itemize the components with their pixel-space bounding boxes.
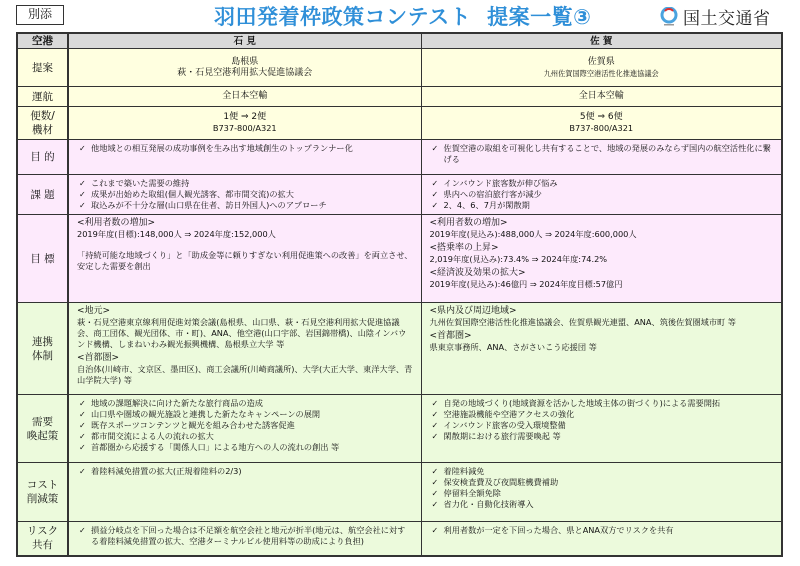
partner-heading: <首都圏> (77, 353, 120, 363)
goal-section (430, 218, 774, 240)
cost-saga (421, 463, 782, 522)
goal-heading: <利用者数の増加> (429, 218, 508, 228)
goals-iwami (68, 215, 421, 303)
proposal-iwami (68, 49, 421, 87)
check-item: ✓ 停留料全額免除 (430, 488, 774, 499)
label-line: 機材 (32, 124, 53, 136)
check-item: ✓ 省力化・自動化技術導入 (430, 499, 774, 510)
operation-iwami: 全日本空輸 (68, 87, 421, 107)
check-item: ✓ 着陸料減免措置の拡大(正規着陸料の2/3) (77, 466, 413, 477)
row-label-operation: 運航 (17, 87, 68, 107)
row-proposal (17, 49, 782, 87)
proposer-council: 九州佐賀国際空港活性化推進協議会 (543, 68, 659, 78)
risk-iwami (68, 522, 421, 556)
label-line: 便数/ (30, 110, 55, 122)
row-purpose (17, 140, 782, 175)
check-item: ✓ 地域の課題解決に向けた新たな旅行商品の造成 (77, 398, 413, 409)
purpose-saga (421, 140, 782, 175)
row-label-partnership (17, 303, 68, 395)
goal-value: 2019年度(見込み):46億円 ⇒ 2024年度目標:57億円 (429, 279, 623, 289)
column-header-saga: 佐 賀 (421, 33, 782, 49)
goal-section (430, 268, 774, 290)
proposer-council: 萩・石見空港利用拡大促進協議会 (177, 67, 313, 78)
cost-iwami (68, 463, 421, 522)
partner-text: 県東京事務所、ANA、さがさいこう応援団 等 (429, 342, 597, 352)
check-item: ✓ 自発の地域づくり(地域資源を活かした地域主体の街づくり)による需要開拓 (430, 398, 774, 409)
partnership-iwami (68, 303, 421, 395)
row-operation (17, 87, 782, 107)
row-demand (17, 395, 782, 463)
label-line: 需要 (32, 415, 53, 428)
check-item: ✓ 着陸料減免 (430, 466, 774, 477)
row-cost (17, 463, 782, 522)
aircraft-type: B737-800/A321 (569, 123, 634, 133)
title-main: 羽田発着枠政策コンテスト (214, 5, 472, 29)
row-risk (17, 522, 782, 556)
flights-saga (421, 107, 782, 140)
partner-text: 自治体(川崎市、文京区、墨田区)、商工会議所(川崎商議所)、大学(大正大学、東洋大学、青山学院大学) 等 (77, 364, 413, 385)
page-title (214, 1, 591, 31)
flights-iwami (68, 107, 421, 140)
flight-count: 5便 ⇒ 6便 (579, 112, 623, 122)
header-row (17, 33, 782, 49)
check-item: ✓ 利用者数が一定を下回った場合、県とANA双方でリスクを共有 (430, 525, 774, 536)
check-item: ✓ 県内への宿泊旅行客が減少 (430, 189, 774, 200)
check-item: ✓ 佐賀空港の取組を可視化し共有することで、地域の発展のみならず国内の航空活性化に繋げる (430, 143, 774, 165)
check-item: ✓ 他地域との相互発展の成功事例を生み出す地域創生のトップランナー化 (77, 143, 413, 154)
ministry-logo (660, 4, 771, 29)
label-line: 喚起策 (26, 429, 59, 442)
partner-section (430, 331, 774, 353)
partnership-saga (421, 303, 782, 395)
aircraft-type: B737-800/A321 (212, 123, 277, 133)
check-item: ✓ 保安検査費及び夜間駐機費補助 (430, 477, 774, 488)
check-item: ✓ 取込みが不十分な層(山口県在住者、訪日外国人)へのアプローチ (77, 200, 413, 211)
attachment-label: 別添 (16, 5, 64, 25)
goal-value: 2,019年度(見込み):73.4% ⇒ 2024年度:74.2% (429, 254, 608, 264)
proposal-saga (421, 49, 782, 87)
proposer-prefecture: 佐賀県 (587, 56, 615, 67)
check-item: ✓ 成果が出始めた取組(個人観光誘客、都市間交流)の拡大 (77, 189, 413, 200)
partner-heading: <地元> (77, 306, 111, 316)
goals-saga (421, 215, 782, 303)
partner-section (77, 306, 413, 350)
partner-section (77, 353, 413, 386)
row-label-proposal: 提案 (17, 49, 68, 87)
row-label-purpose: 目 的 (17, 140, 68, 175)
check-item: ✓ 損益分岐点を下回った場合は不足額を航空会社と地元が折半(地元は、航空会社に対する着陸料減免措置の拡大、空港ターミナルビル使用料等の助成により負担) (77, 525, 413, 547)
row-label-demand (17, 395, 68, 463)
goal-heading: <利用者数の増加> (77, 218, 156, 228)
proposal-table (16, 32, 783, 557)
label-line: 体制 (32, 349, 53, 362)
label-line: コスト (26, 479, 59, 491)
row-issues (17, 175, 782, 215)
risk-saga (421, 522, 782, 556)
check-item: ✓ 空港施設機能や空港アクセスの強化 (430, 409, 774, 420)
label-line: 共有 (32, 539, 53, 552)
check-item: ✓ 都市間交流による人の流れの拡大 (77, 431, 413, 442)
column-header-airport: 空港 (17, 33, 68, 49)
check-item: ✓ 閑散期における旅行需要喚起 等 (430, 431, 774, 442)
purpose-iwami (68, 140, 421, 175)
operation-saga: 全日本空輸 (421, 87, 782, 107)
check-item: ✓ これまで築いた需要の維持 (77, 178, 413, 189)
check-item: ✓ インバウンド旅客数が伸び悩み (430, 178, 774, 189)
row-flights (17, 107, 782, 140)
partner-heading: <首都圏> (429, 331, 472, 341)
issues-iwami (68, 175, 421, 215)
mlit-emblem-icon (660, 7, 678, 27)
goal-note: 「持続可能な地域づくり」と「助成金等に頼りすぎない利用促進策への改善」を両立させ、安定した需要を創出 (77, 250, 413, 271)
label-line: 削減策 (26, 493, 59, 505)
proposer-prefecture: 島根県 (231, 56, 259, 67)
ministry-name: 国土交通省 (683, 9, 771, 29)
check-item: ✓ 首都圏から応援する「関係人口」による地方への人の流れの創出 等 (77, 442, 413, 453)
goal-section (430, 243, 774, 265)
row-goals (17, 215, 782, 303)
check-item: ✓ 2、4、6、7月が閑散期 (430, 200, 774, 211)
check-item: ✓ 既存スポーツコンテンツと観光を組み合わせた誘客促進 (77, 420, 413, 431)
row-label-cost (17, 463, 68, 522)
flight-count: 1便 ⇒ 2便 (223, 112, 267, 122)
demand-iwami (68, 395, 421, 463)
issues-saga (421, 175, 782, 215)
row-partnership (17, 303, 782, 395)
row-label-risk (17, 522, 68, 556)
column-header-iwami: 石 見 (68, 33, 421, 49)
partner-text: 九州佐賀国際空港活性化推進協議会、佐賀県観光連盟、ANA、筑後佐賀圏域市町 等 (429, 317, 736, 327)
partner-heading: <県内及び周辺地域> (429, 306, 517, 316)
row-label-flights (17, 107, 68, 140)
row-label-issues: 課 題 (17, 175, 68, 215)
goal-value: 2019年度(見込み):488,000人 ⇒ 2024年度:600,000人 (429, 229, 637, 239)
label-line: 連携 (32, 335, 53, 348)
goal-heading: <経済波及効果の拡大> (429, 268, 526, 278)
partner-text: 萩・石見空港東京線利用促進対策会議(島根県、山口県、萩・石見空港利用拡大促進協議会、商工団体、観光団体、市・町)、ANA、他空港(山口宇部、岩国錦帯橋)、山陰インバウンド機構、しまねいわみ観光振興機構、島根県立大学 等 (77, 317, 407, 349)
title-sub: 提案一覧③ (487, 5, 592, 29)
row-label-goals: 目 標 (17, 215, 68, 303)
check-item: ✓ インバウンド旅客の受入環境整備 (430, 420, 774, 431)
goal-value: 2019年度(目標):148,000人 ⇒ 2024年度:152,000人 (77, 229, 276, 239)
goal-heading: <搭乗率の上昇> (429, 243, 499, 253)
label-line: リスク (26, 525, 59, 538)
check-item: ✓ 山口県や圏域の観光施設と連携した新たなキャンペーンの展開 (77, 409, 413, 420)
demand-saga (421, 395, 782, 463)
partner-section (430, 306, 774, 328)
